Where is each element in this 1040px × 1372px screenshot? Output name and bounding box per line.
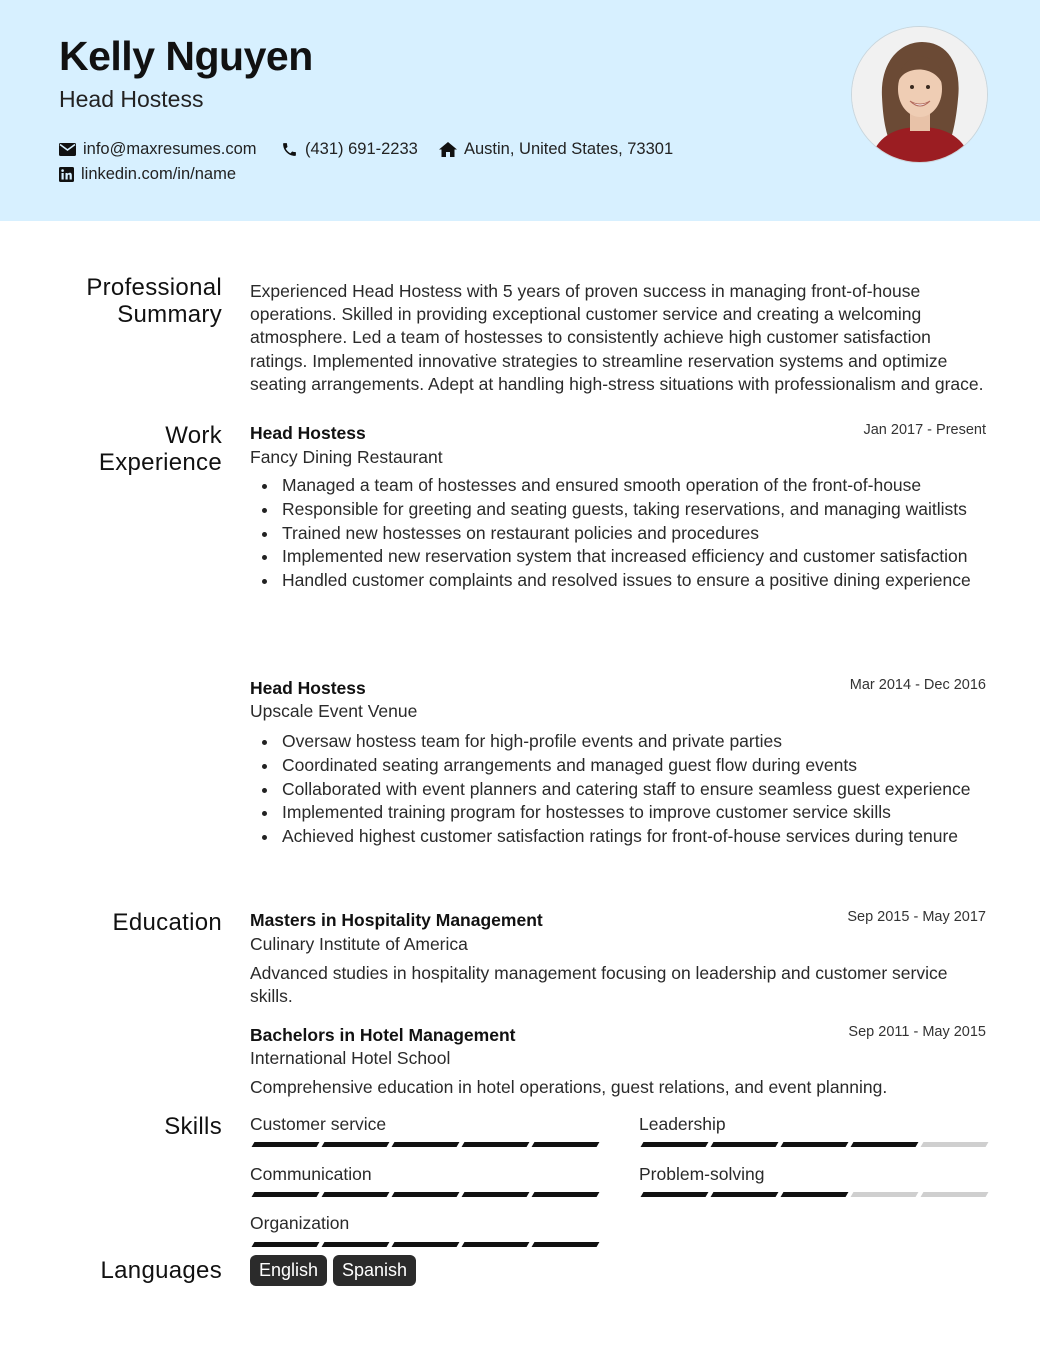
job-company: Fancy Dining Restaurant (250, 447, 443, 467)
school-name: International Hotel School (250, 1048, 451, 1068)
section-title-education: Education (112, 909, 222, 936)
skill-level-segment (392, 1242, 460, 1247)
list-item: Trained new hostesses on restaurant policies and procedures (250, 522, 990, 545)
skill-level-bar (642, 1142, 987, 1147)
skill-level-segment (851, 1142, 919, 1147)
list-item: Achieved highest customer satisfaction ratings for front-of-house services during tenure (250, 825, 990, 848)
resume-header (0, 0, 1040, 221)
skill-level-segment (252, 1242, 320, 1247)
profile-photo (851, 26, 988, 163)
section-title-work: Work Experience (98, 422, 222, 476)
linkedin-icon (59, 167, 74, 182)
envelope-icon (59, 143, 76, 156)
job-bullets (250, 474, 990, 593)
skill-level-segment (322, 1242, 390, 1247)
skill-level-bar (253, 1192, 598, 1197)
job-role: Head Hostess (250, 678, 366, 698)
degree-title: Masters in Hospitality Management (250, 910, 543, 930)
skill-level-segment (392, 1142, 460, 1147)
skill-name: Customer service (250, 1114, 387, 1134)
list-item: Implemented training program for hostesses to improve customer service skills (250, 801, 990, 824)
contact-linkedin[interactable] (59, 165, 236, 184)
phone-text: (431) 691-2233 (305, 140, 418, 158)
language-badge: English (250, 1255, 327, 1286)
skill-level-segment (641, 1142, 709, 1147)
linkedin-text: linkedin.com/in/name (81, 165, 236, 183)
candidate-title: Head Hostess (59, 86, 204, 112)
list-item: Collaborated with event planners and catering staff to ensure seamless guest experience (250, 778, 990, 801)
job-role: Head Hostess (250, 423, 366, 443)
education-dates: Sep 2015 - May 2017 (847, 909, 986, 925)
education-description: Advanced studies in hospitality management focusing on leadership and customer service skills. (250, 963, 948, 1007)
degree-title: Bachelors in Hotel Management (250, 1025, 516, 1045)
skill-level-segment (641, 1192, 709, 1197)
contact-email[interactable] (59, 140, 257, 159)
section-title-skills: Skills (164, 1113, 222, 1140)
skill-level-bar (253, 1142, 598, 1147)
skill-level-segment (711, 1192, 779, 1197)
skill-level-bar (253, 1242, 598, 1247)
skill-level-segment (781, 1192, 849, 1197)
list-item: Implemented new reservation system that increased efficiency and customer satisfaction (250, 545, 990, 568)
skill-level-segment (921, 1142, 989, 1147)
list-item: Handled customer complaints and resolved issues to ensure a positive dining experience (250, 569, 990, 592)
section-title-summary: Professional Summary (86, 274, 222, 328)
skill-name: Leadership (639, 1114, 726, 1134)
email-text: info@maxresumes.com (83, 140, 257, 158)
skill-level-segment (462, 1142, 530, 1147)
job-bullets (250, 730, 990, 849)
language-badge: Spanish (333, 1255, 416, 1286)
summary-text: Experienced Head Hostess with 5 years of proven success in managing front-of-house operations. Skilled in providing exceptional customer service and creating a welcoming atmosphere. Led a team of hostesses to consistently achieve high customer satisfaction ratings. Implemented innovative strategies to streamline reservation systems and optimize seating arrangements. Adept at handling high-stress situations with professionalism and grace. (250, 281, 984, 394)
skill-level-bar (642, 1192, 987, 1197)
skill-level-segment (532, 1192, 600, 1197)
list-item: Coordinated seating arrangements and managed guest flow during events (250, 754, 990, 777)
skill-name: Communication (250, 1164, 372, 1184)
skill-level-segment (322, 1142, 390, 1147)
school-name: Culinary Institute of America (250, 934, 468, 954)
list-item: Responsible for greeting and seating guests, taking reservations, and managing waitlists (250, 498, 990, 521)
skill-level-segment (781, 1142, 849, 1147)
skill-level-segment (462, 1192, 530, 1197)
section-title-languages: Languages (100, 1257, 222, 1284)
skill-level-segment (252, 1192, 320, 1197)
location-text: Austin, United States, 73301 (464, 140, 674, 158)
list-item: Oversaw hostess team for high-profile events and private parties (250, 730, 990, 753)
phone-icon (281, 141, 298, 158)
skill-level-segment (462, 1242, 530, 1247)
job-dates: Mar 2014 - Dec 2016 (849, 677, 986, 693)
contact-location (439, 140, 673, 159)
job-company: Upscale Event Venue (250, 701, 418, 721)
contact-phone[interactable] (281, 140, 418, 159)
skill-level-segment (532, 1142, 600, 1147)
skill-level-segment (711, 1142, 779, 1147)
skill-level-segment (851, 1192, 919, 1197)
skill-level-segment (252, 1142, 320, 1147)
skill-name: Problem-solving (639, 1164, 765, 1184)
skill-name: Organization (250, 1213, 350, 1233)
education-dates: Sep 2011 - May 2015 (848, 1024, 986, 1040)
list-item: Managed a team of hostesses and ensured smooth operation of the front-of-house (250, 474, 990, 497)
skill-level-segment (532, 1242, 600, 1247)
job-dates: Jan 2017 - Present (863, 422, 986, 438)
skill-level-segment (921, 1192, 989, 1197)
education-description: Comprehensive education in hotel operations, guest relations, and event planning. (250, 1077, 888, 1097)
home-icon (439, 142, 457, 157)
skill-level-segment (392, 1192, 460, 1197)
candidate-name: Kelly Nguyen (59, 33, 313, 79)
skill-level-segment (322, 1192, 390, 1197)
